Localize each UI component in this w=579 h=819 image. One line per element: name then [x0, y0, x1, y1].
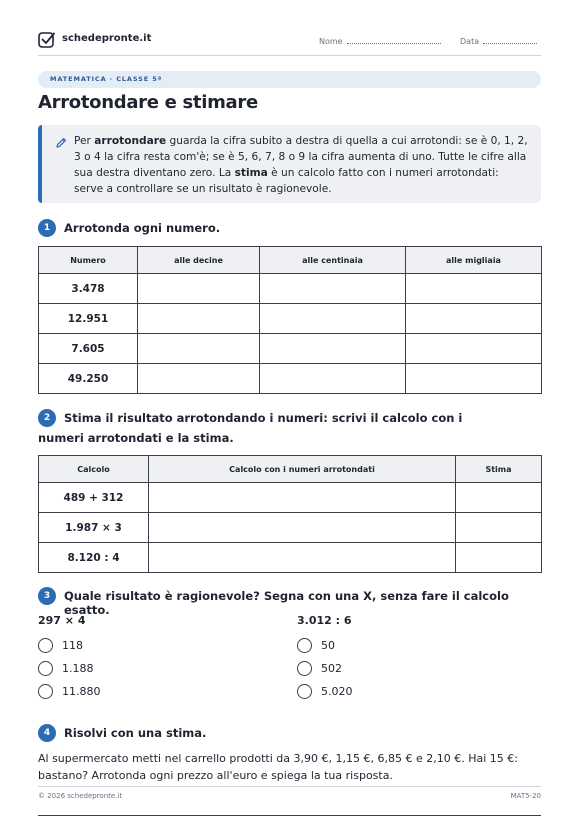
answer-cell[interactable] [456, 513, 542, 543]
table-row [39, 304, 542, 334]
radio-button[interactable] [38, 638, 53, 653]
tip-box [38, 125, 541, 203]
answer-cell[interactable] [406, 304, 542, 334]
answer-cell[interactable] [138, 364, 260, 394]
problem-text: Al supermercato metti nel carrello prodotti da 3,90 €, 1,15 €, 6,85 € e 2,10 €. Hai 15 €: bastano? Arrotonda ogni prezzo all'euro e spiega la tua risposta. [38, 752, 518, 782]
exercise-number: 2 [38, 409, 56, 427]
tip-keyword-estimate: stima [234, 167, 268, 179]
number-cell: 49.250 [39, 364, 138, 394]
table-row [39, 543, 542, 573]
answer-cell[interactable] [406, 364, 542, 394]
number-cell: 12.951 [39, 304, 138, 334]
col-header: alle decine [138, 247, 260, 274]
check-square-icon [38, 31, 56, 49]
exercise-question: Risolvi con una stima. [64, 726, 207, 740]
subject-badge [38, 71, 541, 88]
name-label: Nome [319, 37, 343, 46]
radio-button[interactable] [38, 661, 53, 676]
answer-cell[interactable] [260, 334, 406, 364]
answer-cell[interactable] [138, 334, 260, 364]
exercise-question: Arrotonda ogni numero. [64, 221, 221, 235]
answer-cell[interactable] [456, 543, 542, 573]
answer-cell[interactable] [149, 543, 456, 573]
number-cell: 7.605 [39, 334, 138, 364]
answer-cell[interactable] [149, 483, 456, 513]
answer-cell[interactable] [149, 513, 456, 543]
tip-text: Per arrotondare guarda la cifra subito a destra di quella a cui arrotondi: se è 0, 1, 2, 3 o 4 la cifra resta com'è; se è 5, 6, 7, 8 o 9 la cifra aumenta di uno. Tutte le cifre alla sua destra diventano zero. La stima è un calcolo fatto con i numeri arrotondati: serve a controllare se un risultato è ragionevole. [74, 135, 528, 195]
table-row [39, 274, 542, 304]
operation-left: 297 × 4 [38, 614, 86, 627]
radio-button[interactable] [297, 684, 312, 699]
table-row [39, 483, 542, 513]
subject-label: MATEMATICA · CLASSE 5ª [50, 75, 163, 83]
date-label: Data [460, 37, 480, 46]
answer-cell[interactable] [138, 304, 260, 334]
exercise-question: Stima il risultato arrotondando i numeri: scrivi il calcolo con i numeri arrotondati e la stima. [38, 411, 463, 445]
calc-cell: 8.120 : 4 [39, 543, 149, 573]
col-header: Calcolo [39, 456, 149, 483]
page-footer [38, 786, 541, 800]
col-header: Stima [456, 456, 542, 483]
exercise-number: 3 [38, 587, 56, 605]
table-row [39, 513, 542, 543]
radio-button[interactable] [297, 661, 312, 676]
footer-copyright: © 2026 schedepronte.it [38, 792, 123, 800]
worksheet-page: schedepronte.it Nome Data MATEMATICA · CLASSE 5ª Arrotondare e stimare Per arrotondare guarda la cifra subito a destra di quella a cui arrotondi: se è 0, 1, 2, 3 o 4 la cifra resta com'è; se è 5, 6, 7, 8 o 9 la cifra aumenta di uno. Tutte le cifre alla sua destra diventano zero. La stima è un calcolo fatto con i numeri arrotondati: serve a controllare se un risultato è ragionevole. 1 Arrotonda ogni numero. Numero alle decine alle centinaia alle migliaia 3.478 12.951 7.605 49.250 2 Stima il risultato arrotondando i numeri: scrivi il calcolo con i numeri arrotondati e la stima. Calcolo Calcolo con i numeri arrotondati Stima 489 + 312 1.987 × 3 8.120 : 4 3 Quale risultato è ragionevole? Segna con una X, senza fare il calcolo esatto. 297 × 4 118 1.188 11.880 3.012 : 6 50 502 5.020 4 Risolvi con una stima. Al supermercato metti nel carrello prodotti da 3,90 €, 1,15 €, 6,85 € e 2,10 €. Hai 15 €: bastano? Arrotonda ogni prezzo all'euro e spiega la tua risposta. © 2026 schedepronte.it MAT5-20 [38, 0, 541, 819]
exercise-number: 1 [38, 219, 56, 237]
answer-cell[interactable] [260, 304, 406, 334]
answer-cell[interactable] [406, 274, 542, 304]
operation-right: 3.012 : 6 [297, 614, 352, 627]
pencil-icon [55, 137, 67, 149]
name-field[interactable] [319, 35, 441, 46]
calc-cell: 489 + 312 [39, 483, 149, 513]
radio-button[interactable] [38, 684, 53, 699]
number-cell: 3.478 [39, 274, 138, 304]
exercise-question: Quale risultato è ragionevole? Segna con una X, senza fare il calcolo esatto. [64, 589, 509, 617]
tip-keyword-round: arrotondare [94, 135, 167, 147]
calc-cell: 1.987 × 3 [39, 513, 149, 543]
answer-cell[interactable] [260, 364, 406, 394]
rounding-table [38, 246, 542, 394]
col-header: Numero [39, 247, 138, 274]
table-row [39, 364, 542, 394]
estimate-table [38, 455, 542, 573]
exercise-number: 4 [38, 724, 56, 742]
radio-button[interactable] [297, 638, 312, 653]
col-header: Calcolo con i numeri arrotondati [149, 456, 456, 483]
answer-cell[interactable] [456, 483, 542, 513]
answer-cell[interactable] [138, 274, 260, 304]
tip-accent-bar [38, 125, 42, 203]
divider [38, 815, 541, 816]
brand-name: schedepronte.it [62, 33, 152, 44]
page-title: Arrotondare e stimare [38, 92, 258, 113]
footer-code: MAT5-20 [510, 792, 541, 800]
answer-cell[interactable] [260, 274, 406, 304]
table-row [39, 334, 542, 364]
date-field[interactable] [460, 35, 537, 46]
col-header: alle migliaia [406, 247, 542, 274]
answer-cell[interactable] [406, 334, 542, 364]
page-header [38, 29, 541, 56]
col-header: alle centinaia [260, 247, 406, 274]
